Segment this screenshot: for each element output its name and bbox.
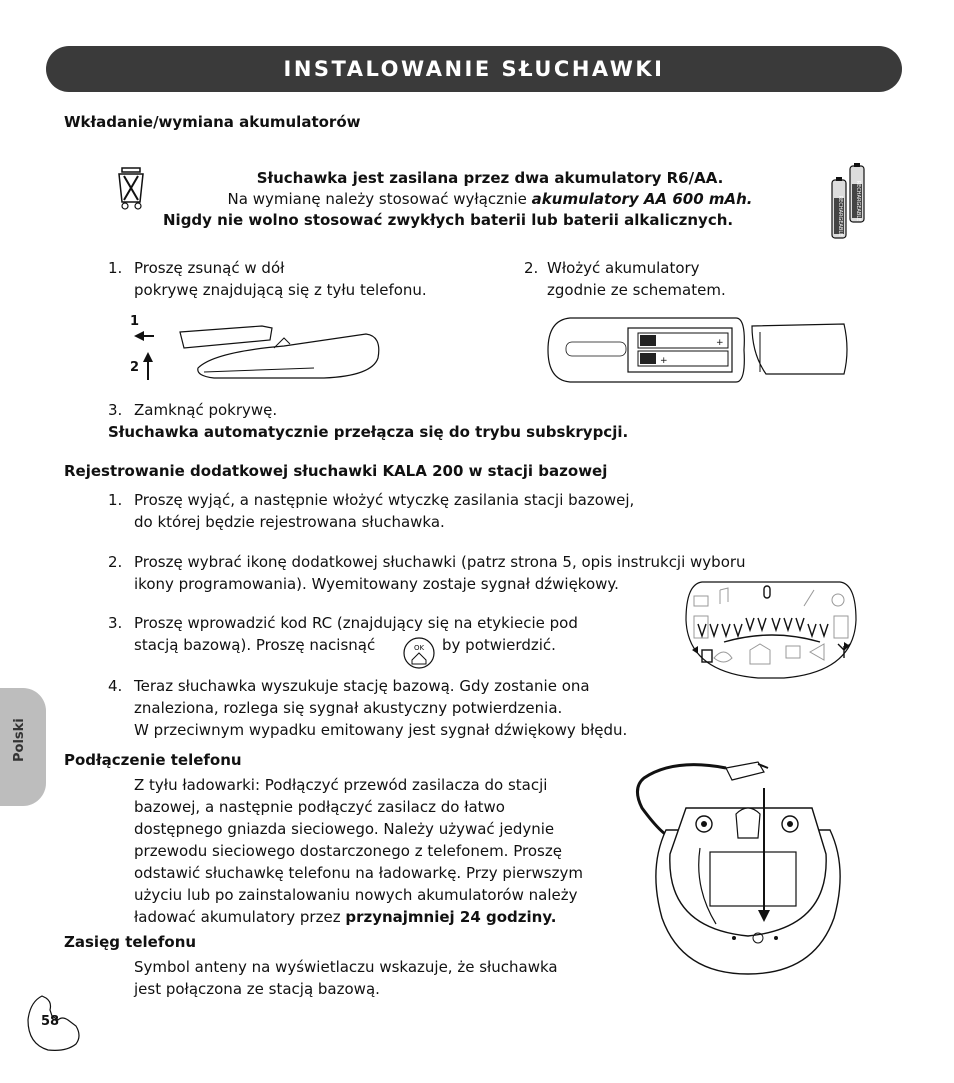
language-tab-label: Polski [12, 718, 27, 762]
warning-line-1: Słuchawka jest zasilana przez dwa akumulatory R6/AA. [256, 169, 724, 187]
connection-line-2: bazowej, a następnie podłączyć zasilacz do łatwo [134, 798, 505, 816]
connection-line-5: odstawić słuchawkę telefonu na ładowarkę. Przy pierwszym [134, 864, 583, 882]
step-1-line-2: pokrywę znajdującą się z tyłu telefonu. [134, 281, 427, 299]
step-2-number: 2. [524, 259, 539, 277]
registration-step-4-number: 4. [108, 677, 123, 695]
battery-label-2: RECHARGEABLE [837, 195, 843, 237]
registration-step-2-number: 2. [108, 553, 123, 571]
arrow-label-1: 1 [130, 314, 140, 329]
connection-line-1: Z tyłu ładowarki: Podłączyć przewód zasilacza do stacji [134, 776, 548, 794]
ok-key-icon [400, 636, 438, 670]
ok-key-label: OK [413, 644, 425, 652]
crossed-bin-icon [112, 162, 152, 214]
battery-label-1: RECHARGEABLE [855, 180, 861, 222]
subscription-mode-note: Słuchawka automatycznie przełącza się do trybu subskrypcji. [108, 423, 629, 441]
connection-line-6: użyciu lub po zainstalowaniu nowych akumulatorów należy [134, 886, 578, 904]
warning-line-2 [160, 188, 820, 210]
svg-text:+: + [716, 338, 724, 348]
registration-step-2-line-1: Proszę wybrać ikonę dodatkowej słuchawki (patrz strona 5, opis instrukcji wyboru [134, 553, 746, 571]
registration-step-1-number: 1. [108, 491, 123, 509]
handset-display-illustration [684, 580, 858, 680]
warning-line-2-emphasis: akumulatory AA 600 mAh. [531, 190, 753, 208]
registration-step-3-number: 3. [108, 614, 123, 632]
registration-step-3-line-2-suffix: by potwierdzić. [442, 636, 556, 654]
warning-line-2-prefix: Na wymianę należy stosować wyłącznie [227, 190, 532, 208]
section-title-banner [46, 46, 902, 92]
battery-section-heading: Wkładanie/wymiana akumulatorów [64, 113, 361, 131]
connection-section-heading: Podłączenie telefonu [64, 751, 242, 769]
charger-base-illustration [634, 758, 862, 980]
step-3-number: 3. [108, 401, 123, 419]
warning-line-3: Nigdy nie wolno stosować zwykłych baterii lub baterii alkalicznych. [163, 211, 734, 229]
registration-step-1-line-2: do której będzie rejestrowana słuchawka. [134, 513, 445, 531]
registration-section-heading: Rejestrowanie dodatkowej słuchawki KALA 200 w stacji bazowej [64, 462, 608, 480]
battery-compartment-illustration [546, 314, 856, 386]
handset-cover-illustration [134, 318, 384, 384]
connection-line-7-prefix: ładować akumulatory przez [134, 908, 346, 926]
registration-step-3-line-2-prefix: stacją bazową). Proszę nacisnąć [134, 636, 376, 654]
step-2-line-1: Włożyć akumulatory [547, 259, 700, 277]
range-section-heading: Zasięg telefonu [64, 933, 197, 951]
step-1-number: 1. [108, 259, 123, 277]
registration-step-2-line-2: ikony programowania). Wyemitowany zostaje sygnał dźwiękowy. [134, 575, 619, 593]
step-1-line-1: Proszę zsunąć w dół [134, 259, 285, 277]
registration-step-1-line-1: Proszę wyjąć, a następnie włożyć wtyczkę zasilania stacji bazowej, [134, 491, 635, 509]
registration-step-3-line-1: Proszę wprowadzić kod RC (znajdujący się na etykiecie pod [134, 614, 578, 632]
language-tab [0, 688, 46, 806]
page-number: 58 [40, 1014, 60, 1029]
connection-line-7 [134, 906, 556, 928]
registration-step-4-line-2: znaleziona, rozlega się sygnał akustyczny potwierdzenia. [134, 699, 563, 717]
arrow-label-2: 2 [130, 360, 140, 375]
step-3-text: Zamknąć pokrywę. [134, 401, 278, 419]
rechargeable-batteries-illustration [826, 162, 872, 244]
registration-step-4-line-3: W przeciwnym wypadku emitowany jest sygnał dźwiękowy błędu. [134, 721, 628, 739]
connection-line-4: przewodu sieciowego dostarczonego z telefonem. Proszę [134, 842, 562, 860]
svg-text:+: + [660, 356, 668, 366]
step-2-line-2: zgodnie ze schematem. [547, 281, 726, 299]
registration-step-4-line-1: Teraz słuchawka wyszukuje stację bazową. Gdy zostanie ona [134, 677, 590, 695]
charging-time-emphasis: przynajmniej 24 godziny. [345, 908, 557, 926]
page-title: INSTALOWANIE SŁUCHAWKI [283, 57, 665, 81]
range-line-2: jest połączona ze stacją bazową. [134, 980, 380, 998]
range-line-1: Symbol anteny na wyświetlaczu wskazuje, że słuchawka [134, 958, 558, 976]
connection-line-3: dostępnego gniazda sieciowego. Należy używać jedynie [134, 820, 555, 838]
